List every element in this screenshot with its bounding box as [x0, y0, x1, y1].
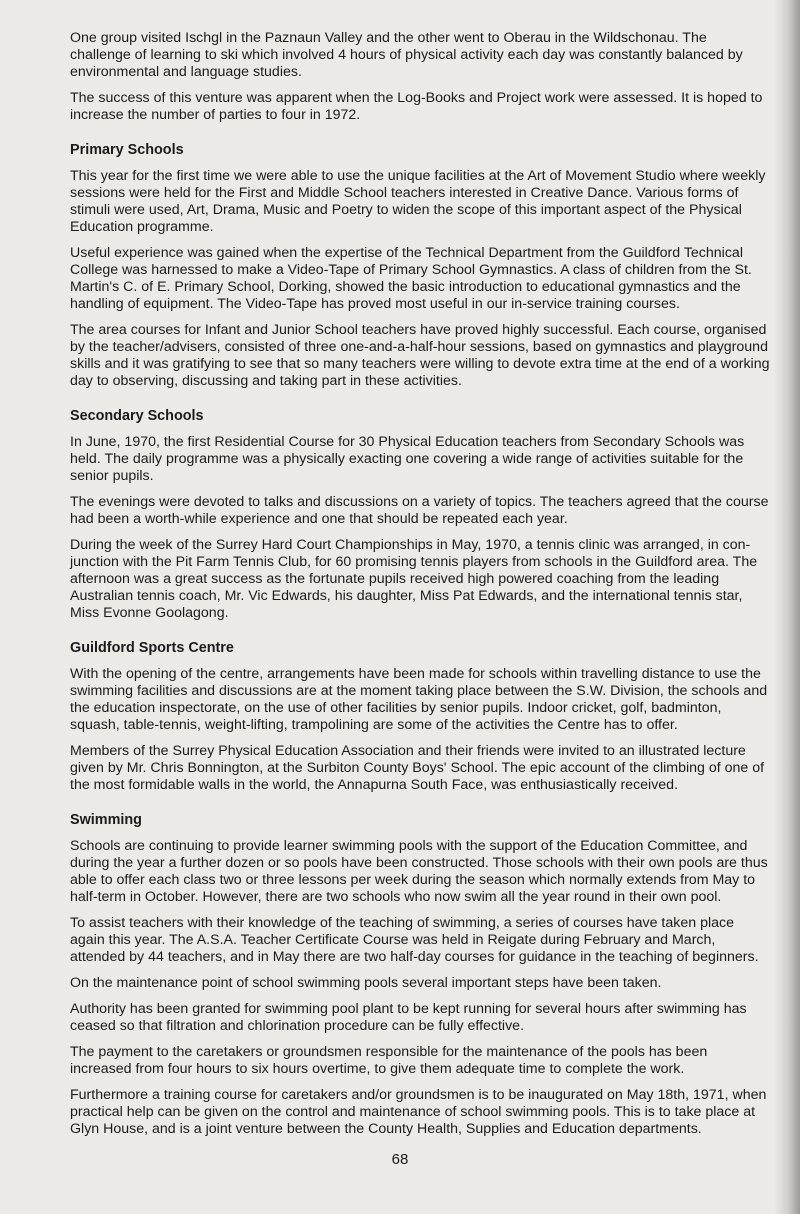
primary-schools-heading: Primary Schools	[70, 142, 184, 158]
sports-centre-paragraph-1: With the opening of the centre, arrangements have been made for schools within travelling distance to use the swimming facilities and discussions are at the moment taking place between the S.W. Division, the schools and the education inspectorate, on the use of other facilities by senior pupils. Indoor cricket, golf, badminton, squash, table-tennis, weight-lifting, trampolining are some of the activities the Centre has to offer.	[70, 666, 768, 733]
page-edge-shadow	[774, 0, 800, 1214]
sports-centre-paragraph-2: Members of the Surrey Physical Education Association and their friends were invited to an illustrated lecture given by Mr. Chris Bonnington, at the Surbiton County Boys' School. The epic account of the climbing of one of the most formidable walls in the world, the Annapurna South Face, was enthusiastically received.	[70, 743, 765, 793]
sports-centre-heading: Guildford Sports Centre	[70, 640, 234, 656]
secondary-paragraph-2: The evenings were devoted to talks and discussions on a variety of topics. The teachers agreed that the course had been a worth-while experience and one that should be repeated each year.	[70, 494, 769, 527]
swimming-paragraph-3: On the maintenance point of school swimming pools several important steps have been taken.	[70, 975, 662, 991]
secondary-paragraph-1: In June, 1970, the first Residential Course for 30 Physical Education teachers from Secondary Schools was held. The daily programme was a physically exacting one covering a wide range of activities suitable for the senior pupils.	[70, 434, 745, 484]
intro-paragraph-2: The success of this venture was apparent when the Log-Books and Project work were assessed. It is hoped to increase the number of parties to four in 1972.	[70, 90, 763, 123]
swimming-paragraph-1: Schools are continuing to provide learner swimming pools with the support of the Education Committee, and during the year a further dozen or so pools have been constructed. Those schools with their own pools are thus able to offer each class two or three lessons per week during the season which normally extends from May to half-term in October. However, there are two schools who now swim all the year round in their own pool.	[70, 838, 768, 905]
primary-paragraph-2: Useful experience was gained when the expertise of the Technical Department from the Guildford Technical College was harnessed to make a Video-Tape of Primary School Gymnastics. A class of children from the St. Martin's C. of E. Primary School, Dorking, showed the basic introduction to educational gymnastics and the handling of equipment. The Video-Tape has proved most useful in our in-service training courses.	[70, 245, 752, 312]
secondary-schools-heading: Secondary Schools	[70, 408, 204, 424]
swimming-heading: Swimming	[70, 812, 142, 828]
secondary-paragraph-3: During the week of the Surrey Hard Court Championships in May, 1970, a tennis clinic was arranged, in con-junction with the Pit Farm Tennis Club, for 60 promising tennis players from schools in the Guildford area. The afternoon was a great success as the fortunate pupils received high powered coaching from the leading Australian tennis coach, Mr. Vic Edwards, his daughter, Miss Pat Edwards, and the international tennis star, Miss Evonne Goolagong.	[70, 537, 758, 621]
swimming-paragraph-6: Furthermore a training course for caretakers and/or groundsmen is to be inaugurated on May 18th, 1971, when practical help can be given on the control and maintenance of school swimming pools. This is to take place at Glyn House, and is a joint venture between the County Health, Supplies and Education departments.	[70, 1087, 767, 1137]
swimming-paragraph-4: Authority has been granted for swimming pool plant to be kept running for several hours after swimming has ceased so that filtration and chlorination procedure can be fully effective.	[70, 1001, 747, 1034]
swimming-paragraph-5: The payment to the caretakers or groundsmen responsible for the maintenance of the pools has been increased from four hours to six hours overtime, to give them adequate time to complete the work.	[70, 1044, 708, 1077]
intro-paragraph-1: One group visited Ischgl in the Paznaun Valley and the other went to Oberau in the Wildschonau. The challenge of learning to ski which involved 4 hours of physical activity each day was constantly balanced by environmental and language studies.	[70, 30, 743, 80]
primary-paragraph-3: The area courses for Infant and Junior School teachers have proved highly successful. Each course, organised by the teacher/advisers, consisted of three one-and-a-half-hour sessions, based on gymnastics and playground skills and it was gratifying to see that so many teachers were willing to devote extra time at the end of a working day to observing, discussing and taking part in these activities.	[70, 322, 770, 389]
page-number: 68	[391, 1151, 409, 1168]
document-body	[70, 30, 770, 1147]
primary-paragraph-1: This year for the first time we were able to use the unique facilities at the Art of Movement Studio where weekly sessions were held for the First and Middle School teachers interested in Creative Dance. Various forms of stimuli were used, Art, Drama, Music and Poetry to widen the scope of this important aspect of the Physical Education programme.	[70, 168, 766, 235]
swimming-paragraph-2: To assist teachers with their knowledge of the teaching of swimming, a series of courses have taken place again this year. The A.S.A. Teacher Certificate Course was held in Reigate during February and March, attended by 44 teachers, and in May there are two half-day courses for guidance in the teaching of beginners.	[70, 915, 759, 965]
